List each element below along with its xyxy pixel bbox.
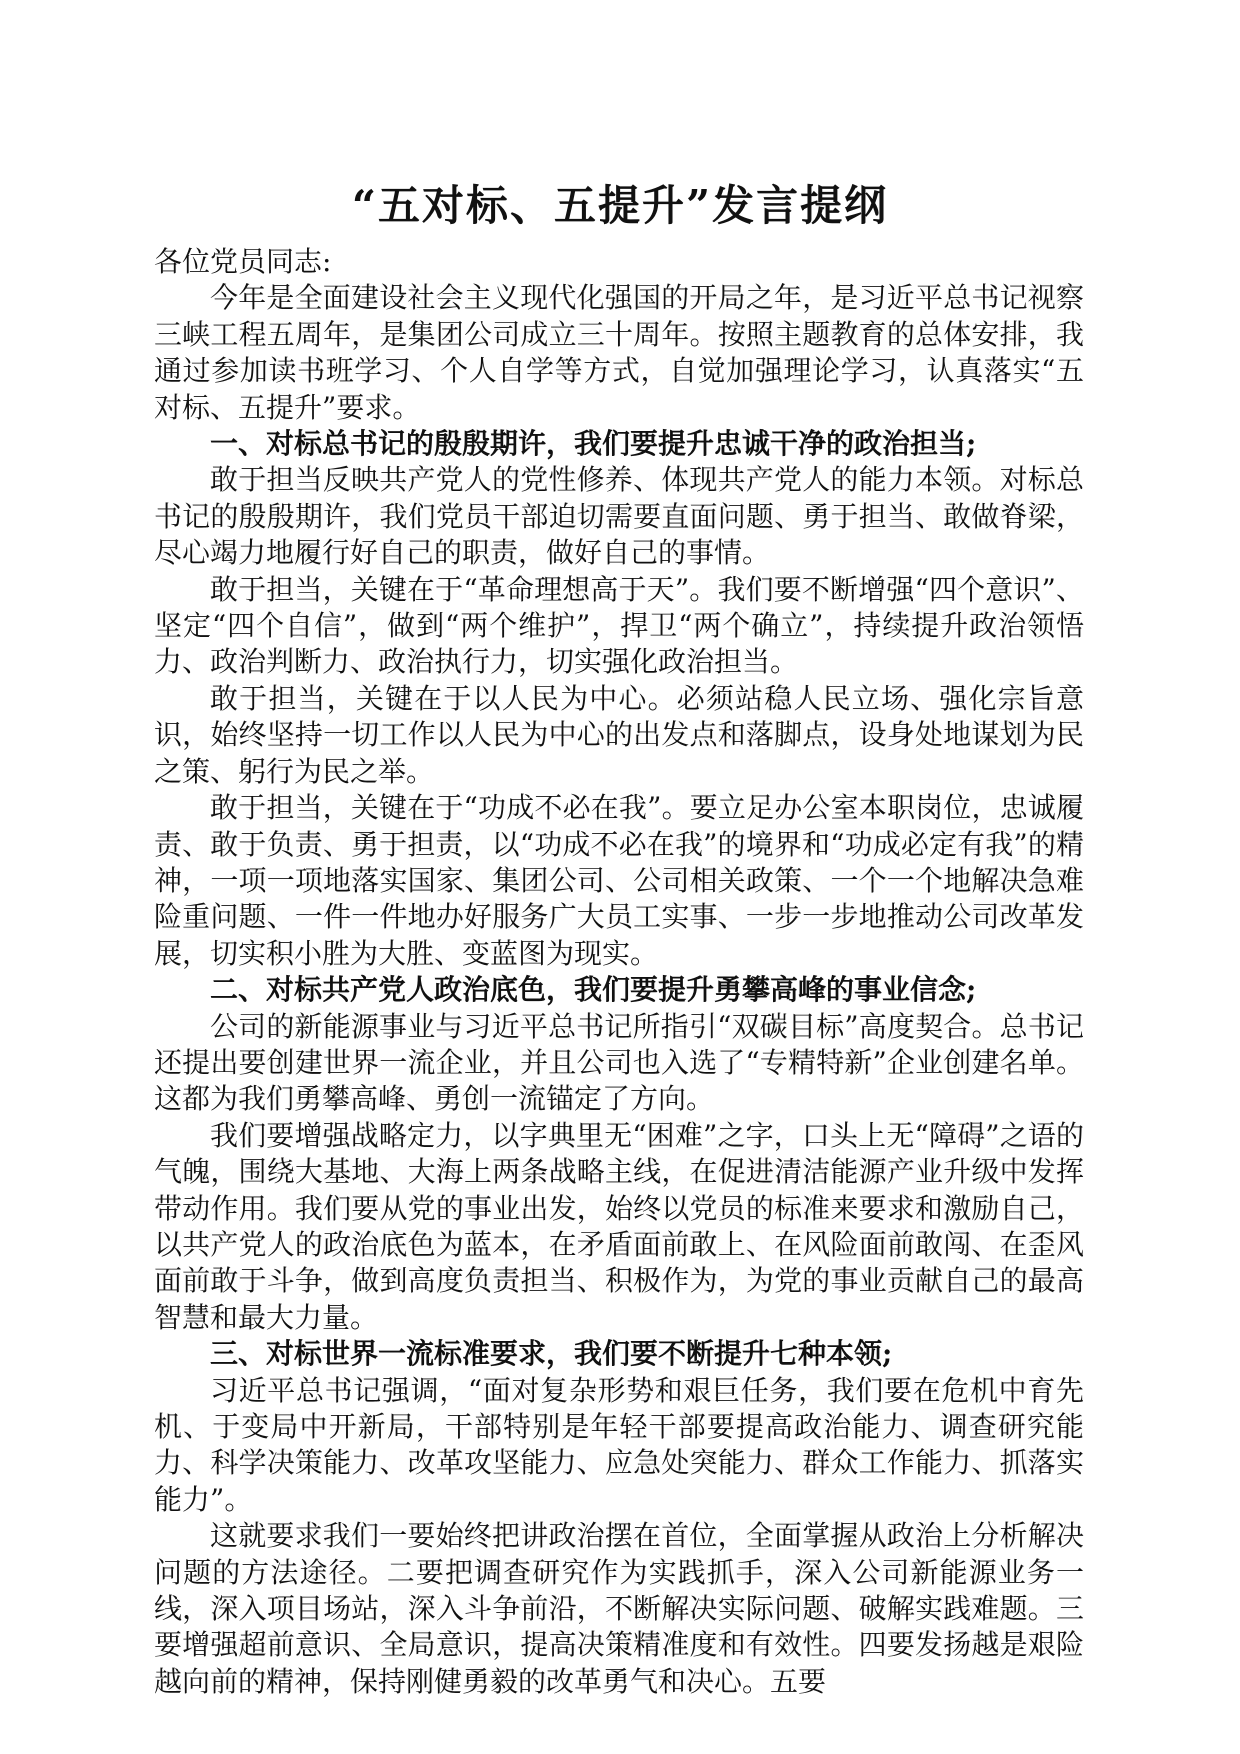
section-3-paragraph-1: 习近平总书记强调，“面对复杂形势和艰巨任务，我们要在危机中育先机、于变局中开新局，干部特别是年轻干部要提高政治能力、调查研究能力、科学决策能力、改革攻坚能力、应急处突能力、群众工作能力、抓落实能力”。 [154, 1373, 1084, 1516]
document-body [154, 244, 1084, 1700]
section-1-paragraph-3: 敢于担当，关键在于以人民为中心。必须站稳人民立场、强化宗旨意识，始终坚持一切工作以人民为中心的出发点和落脚点，设身处地谋划为民之策、躬行为民之举。 [154, 681, 1084, 788]
section-2-paragraph-1: 公司的新能源事业与习近平总书记所指引“双碳目标”高度契合。总书记还提出要创建世界一流企业，并且公司也入选了“专精特新”企业创建名单。这都为我们勇攀高峰、勇创一流锚定了方向。 [154, 1009, 1084, 1116]
section-1-paragraph-4: 敢于担当，关键在于“功成不必在我”。要立足办公室本职岗位，忠诚履责、敢于负责、勇于担责，以“功成不必在我”的境界和“功成必定有我”的精神，一项一项地落实国家、集团公司、公司相关政策、一个一个地解决急难险重问题、一件一件地办好服务广大员工实事、一步一步地推动公司改革发展，切实积小胜为大胜、变蓝图为现实。 [154, 791, 1084, 970]
section-3-paragraph-2: 这就要求我们一要始终把讲政治摆在首位，全面掌握从政治上分析解决问题的方法途径。二要把调查研究作为实践抓手，深入公司新能源业务一线，深入项目场站，深入斗争前沿，不断解决实际问题、破解实践难题。三要增强超前意识、全局意识，提高决策精准度和有效性。四要发扬越是艰险越向前的精神，保持刚健勇毅的改革勇气和决心。五要 [154, 1519, 1084, 1698]
section-1-paragraph-2: 敢于担当，关键在于“革命理想高于天”。我们要不断增强“四个意识”、坚定“四个自信”，做到“两个维护”，捍卫“两个确立”，持续提升政治领悟力、政治判断力、政治执行力，切实强化政治担当。 [154, 572, 1084, 679]
intro-paragraph: 今年是全面建设社会主义现代化强国的开局之年，是习近平总书记视察三峡工程五周年，是集团公司成立三十周年。按照主题教育的总体安排，我通过参加读书班学习、个人自学等方式，自觉加强理论学习，认真落实“五对标、五提升”要求。 [154, 281, 1084, 424]
section-3-heading: 三、对标世界一流标准要求，我们要不断提升七种本领; [210, 1337, 893, 1371]
salutation: 各位党员同志: [154, 245, 332, 278]
section-2-heading: 二、对标共产党人政治底色，我们要提升勇攀高峰的事业信念; [210, 973, 977, 1007]
section-1-heading: 一、对标总书记的殷殷期许，我们要提升忠诚干净的政治担当; [210, 427, 977, 461]
section-1-paragraph-1: 敢于担当反映共产党人的党性修养、体现共产党人的能力本领。对标总书记的殷殷期许，我们党员干部迫切需要直面问题、勇于担当、敢做脊梁，尽心竭力地履行好自己的职责，做好自己的事情。 [154, 463, 1084, 570]
section-2-paragraph-2: 我们要增强战略定力，以字典里无“困难”之字，口头上无“障碍”之语的气魄，围绕大基地、大海上两条战略主线，在促进清洁能源产业升级中发挥带动作用。我们要从党的事业出发，始终以党员的标准来要求和激励自己，以共产党人的政治底色为蓝本，在矛盾面前敢上、在风险面前敢闯、在歪风面前敢于斗争，做到高度负责担当、积极作为，为党的事业贡献自己的最高智慧和最大力量。 [154, 1118, 1084, 1334]
document-title: “五对标、五提升”发言提纲 [351, 181, 889, 230]
